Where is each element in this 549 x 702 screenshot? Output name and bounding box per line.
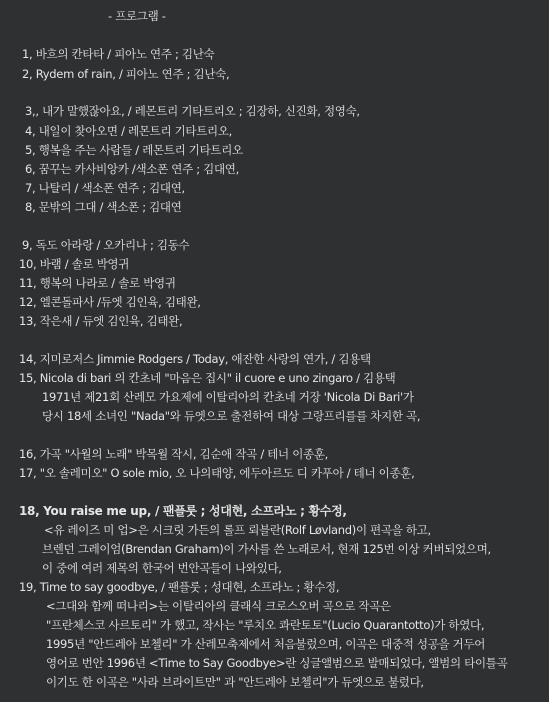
program-item-18-note-1: <유 레이즈 미 업>은 시크릿 가든의 롤프 뢰블란(Rolf Løvland)이 편곡을 하고, — [44, 523, 431, 537]
program-item-18-note-3: 이 중에 여러 제목의 한국어 번안곡들이 나와있다, — [42, 561, 282, 575]
program-item-15-note-1: 1971년 제21회 산레모 가요제에 이탈리아의 칸초네 거장 'Nicola Di Bari'가 — [42, 390, 414, 404]
program-item-17: 17, "오 솔레미오" O sole mio, 오 나의태양, 에두아르도 디 카푸아 / 테너 이종훈, — [19, 466, 415, 480]
program-item-18-note-2: 브렌던 그레이엄(Brendan Graham)이 가사를 쓴 노래로서, 현재 125번 이상 커버되었으며, — [42, 542, 491, 556]
program-item-8: 8, 문밖의 그대 / 색소폰 ; 김대연 — [25, 200, 182, 214]
program-item-12: 12, 엘콘돌파사 /듀엣 김인육, 김태완, — [19, 295, 201, 309]
program-item-11: 11, 행복의 나라로 / 솔로 박영귀 — [19, 276, 176, 290]
program-item-6: 6, 꿈꾸는 카사비앙카 /색소폰 연주 ; 김대연, — [25, 162, 239, 176]
program-item-15: 15, Nicola di bari 의 칸초네 "마음은 집시" il cuore e uno zingaro / 김용택 — [19, 371, 396, 385]
program-item-19-note-2: "프란체스코 사르토리" 가 했고, 작사는 "루치오 콰란토토"(Lucio Quarantotto)가 하였다, — [46, 618, 485, 632]
program-item-7: 7, 나탈리 / 색소폰 연주 ; 김대연, — [25, 181, 185, 195]
program-item-15-note-2: 당시 18세 소녀인 "Nada"와 듀엣으로 출전하여 대상 그랑프리를를 차지한 곡, — [42, 409, 421, 423]
program-item-1: 1, 바흐의 칸타타 / 피아노 연주 ; 김난숙 — [22, 47, 215, 61]
program-item-19-note-4: 영어로 번안 1996년 <Time to Say Goodbye>란 싱글앨범으로 발매되었다, 앨범의 타이틀곡 — [46, 656, 508, 670]
program-item-2: 2, Rydem of rain, / 피아노 연주 ; 김난숙, — [22, 67, 230, 81]
program-item-9: 9, 독도 아라랑 / 오카리나 ; 김동수 — [22, 238, 190, 252]
program-item-13: 13, 작은새 / 듀엣 김인육, 김태완, — [19, 314, 183, 328]
program-title: - 프로그램 - — [108, 9, 166, 23]
program-item-19-note-5: 이기도 한 이곡은 "사라 브라이트만" 과 "안드레아 보첼리"가 듀엣으로 불렀다, — [46, 675, 424, 689]
program-item-19-note-3: 1995년 "안드레아 보첼리" 가 산레모축제에서 처음불렀으며, 이곡은 대중적 성공을 거두어 — [46, 637, 486, 651]
program-item-16: 16, 가곡 "사월의 노래" 박목월 작시, 김순애 작곡 / 테너 이종훈, — [19, 447, 329, 461]
program-item-18: 18, You raise me up, / 팬플룻 ; 성대현, 소프라노 ; 황수정, — [19, 504, 347, 518]
program-item-5: 5, 행복을 주는 사람들 / 레몬트리 기타트리오 — [25, 143, 243, 157]
program-item-3: 3,, 내가 말했잖아요, / 레몬트리 기타트리오 ; 김장하, 신진화, 정영숙, — [25, 104, 360, 118]
program-item-19-note-1: <그대와 함께 떠나리>는 이탈리아의 클래식 크로스오버 곡으로 작곡은 — [46, 599, 391, 613]
program-item-14: 14, 지미로저스 Jimmie Rodgers / Today, 애잔한 사랑의 연가, / 김용택 — [19, 352, 371, 366]
program-item-4: 4, 내일이 찾아오면 / 레몬트리 기타트리오, — [25, 124, 233, 138]
program-item-10: 10, 바램 / 솔로 박영귀 — [19, 257, 130, 271]
program-item-19: 19, Time to say goodbye, / 팬플룻 ; 성대현, 소프라노 ; 황수정, — [19, 580, 340, 594]
